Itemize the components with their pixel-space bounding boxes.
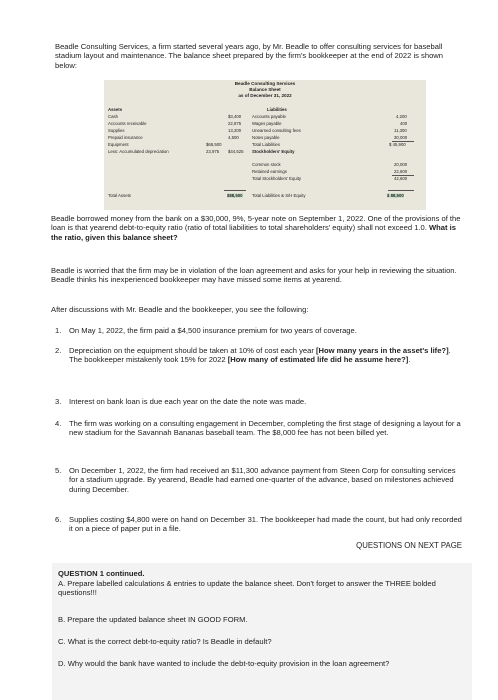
- asset-label-ar: Accounts receivable: [108, 121, 147, 126]
- question-b: B. Prepare the updated balance sheet IN GOOD FORM.: [58, 615, 248, 624]
- item-text: Depreciation on the equipment should be taken at 10% of cost each year [How many years in the asset's life?]. The bookkeeper mistakenly took 15% for 2022 [How many of estimated life did he assume here?].: [69, 346, 451, 365]
- item-number: 2.: [55, 346, 62, 355]
- asset-label-supplies: Supplies: [108, 128, 125, 133]
- liab-value-wages: 400: [400, 121, 408, 126]
- item-text: Interest on bank loan is due each year on the date the note was made.: [69, 397, 307, 406]
- liab-label-total: Total Liabilities: [252, 142, 280, 147]
- next-page-note: QUESTIONS ON NEXT PAGE: [356, 541, 462, 550]
- total-liab-equity-rule: [388, 190, 414, 191]
- item-text: On May 1, 2022, the firm paid a $4,500 insurance premium for two years of coverage.: [69, 326, 357, 335]
- equity-label-common: Common stock: [252, 162, 281, 167]
- item-text: The firm was working on a consulting engagement in December, completing the first stage of designing a layout for a new stadium for the Savannah Bananas baseball team. The $8,000 fee has not been billed yet.: [69, 419, 461, 438]
- item-number: 6.: [55, 515, 62, 524]
- sheet-title-company: Beadle Consulting Services: [234, 81, 296, 86]
- item-text: On December 1, 2022, the firm had received an $11,300 advance payment from Steen Corp for consulting services for a stadium upgrade. By yearend, Beadle had earned one-quarter of the advance, based on milestones achieved during December.: [69, 466, 456, 494]
- liab-value-unearned: 11,300: [394, 128, 407, 133]
- liab-value-total: $ 45,900: [389, 142, 406, 147]
- liabilities-header: Liabilities: [267, 107, 287, 112]
- item-number: 1.: [55, 326, 62, 335]
- total-assets-rule: [224, 190, 246, 191]
- asset-value-net-equipment: $44,525: [228, 149, 244, 154]
- total-assets-value: $88,500: [227, 193, 243, 198]
- asset-value-prepaid: 4,500: [228, 135, 239, 140]
- equity-value-common: 20,000: [394, 162, 408, 167]
- balance-sheet: [104, 80, 426, 210]
- worry-paragraph: Beadle is worried that the firm may be in violation of the loan agreement and asks for your help in reviewing the situation. Beadle thinks his inexperienced bookkeeper may have missed some items at yearend.: [51, 266, 457, 285]
- question-title: QUESTION 1 continued.: [58, 569, 145, 578]
- asset-label-cash: Cash: [108, 114, 119, 119]
- loan-paragraph: [51, 214, 461, 242]
- question-d: D. Why would the bank have wanted to include the debt-to-equity provision in the loan agreement?: [58, 659, 390, 668]
- asset-label-equipment: Equipment: [108, 142, 129, 147]
- loan-text: Beadle borrowed money from the bank on a $30,000, 9%, 5-year note on September 1, 2022. One of the provisions of the loan is that yearend debt-to-equity ratio (ratio of total liabilities to total shareholders' equity) shall not exceed 1.0.: [51, 214, 461, 233]
- asset-value-equipment: $68,500: [206, 142, 222, 147]
- ratio-question: What is the ratio, given this balance sheet?: [51, 223, 456, 242]
- sheet-title-date: as of December 31, 2022: [238, 93, 292, 98]
- item-text: Supplies costing $4,800 were on hand on December 31. The bookkeeper had made the count, but had only recorded it on a piece of paper put in a file.: [69, 515, 462, 534]
- total-liab-equity-label: Total Liabilities & S/H Equity: [252, 193, 306, 198]
- life-question: [How many of estimated life did he assume here?]: [227, 355, 409, 365]
- sheet-title-type: Balance Sheet: [249, 87, 281, 92]
- question-panel: [52, 563, 472, 700]
- liab-value-notes: 30,000: [394, 135, 408, 140]
- liab-label-notes: Notes payable: [252, 135, 280, 140]
- assets-header: Assets: [108, 107, 123, 112]
- item-number: 4.: [55, 419, 62, 428]
- years-question: [How many years in the asset's life?]: [315, 346, 449, 355]
- asset-label-prepaid: Prepaid insurance: [108, 135, 143, 140]
- discussion-paragraph: After discussions with Mr. Beadle and the bookkeeper, you see the following:: [51, 305, 309, 314]
- question-c: C. What is the correct debt-to-equity ratio? Is Beadle in default?: [58, 637, 272, 646]
- liab-label-wages: Wages payable: [252, 121, 282, 126]
- liab-label-unearned: Unearned consulting fees: [252, 128, 301, 133]
- asset-value-supplies: 13,200: [228, 128, 242, 133]
- equity-label-retained: Retained earnings: [252, 169, 287, 174]
- asset-label-accum-dep: Less: Accumulated depreciation: [108, 149, 169, 154]
- liab-label-ap: Accounts payable: [252, 114, 286, 119]
- intro-text: Beadle Consulting Services, a firm started several years ago, by Mr. Beadle to offer consulting services for baseball stadium layout and maintenance. The balance sheet prepared by the firm's bookkeeper at the end of 2022 is shown below:: [55, 42, 443, 70]
- liab-value-ap: 4,200: [396, 114, 407, 119]
- item-number: 3.: [55, 397, 62, 406]
- equity-value-retained: 22,600: [394, 169, 408, 174]
- question-a: A. Prepare labelled calculations & entries to update the balance sheet. Don't forget to answer the THREE bolded questions!!!: [58, 579, 436, 598]
- asset-value-accum-dep: 23,975: [206, 149, 220, 154]
- equity-value-total: 42,600: [394, 176, 408, 181]
- asset-value-ar: 22,875: [228, 121, 242, 126]
- equity-header: Stockholders' Equity: [252, 149, 295, 154]
- item-number: 5.: [55, 466, 62, 475]
- asset-value-cash: $3,400: [228, 114, 242, 119]
- total-liab-equity-value: $ 88,500: [387, 193, 404, 198]
- total-assets-label: Total Assets: [108, 193, 131, 198]
- equity-label-total: Total Stockholders' Equity: [252, 176, 302, 181]
